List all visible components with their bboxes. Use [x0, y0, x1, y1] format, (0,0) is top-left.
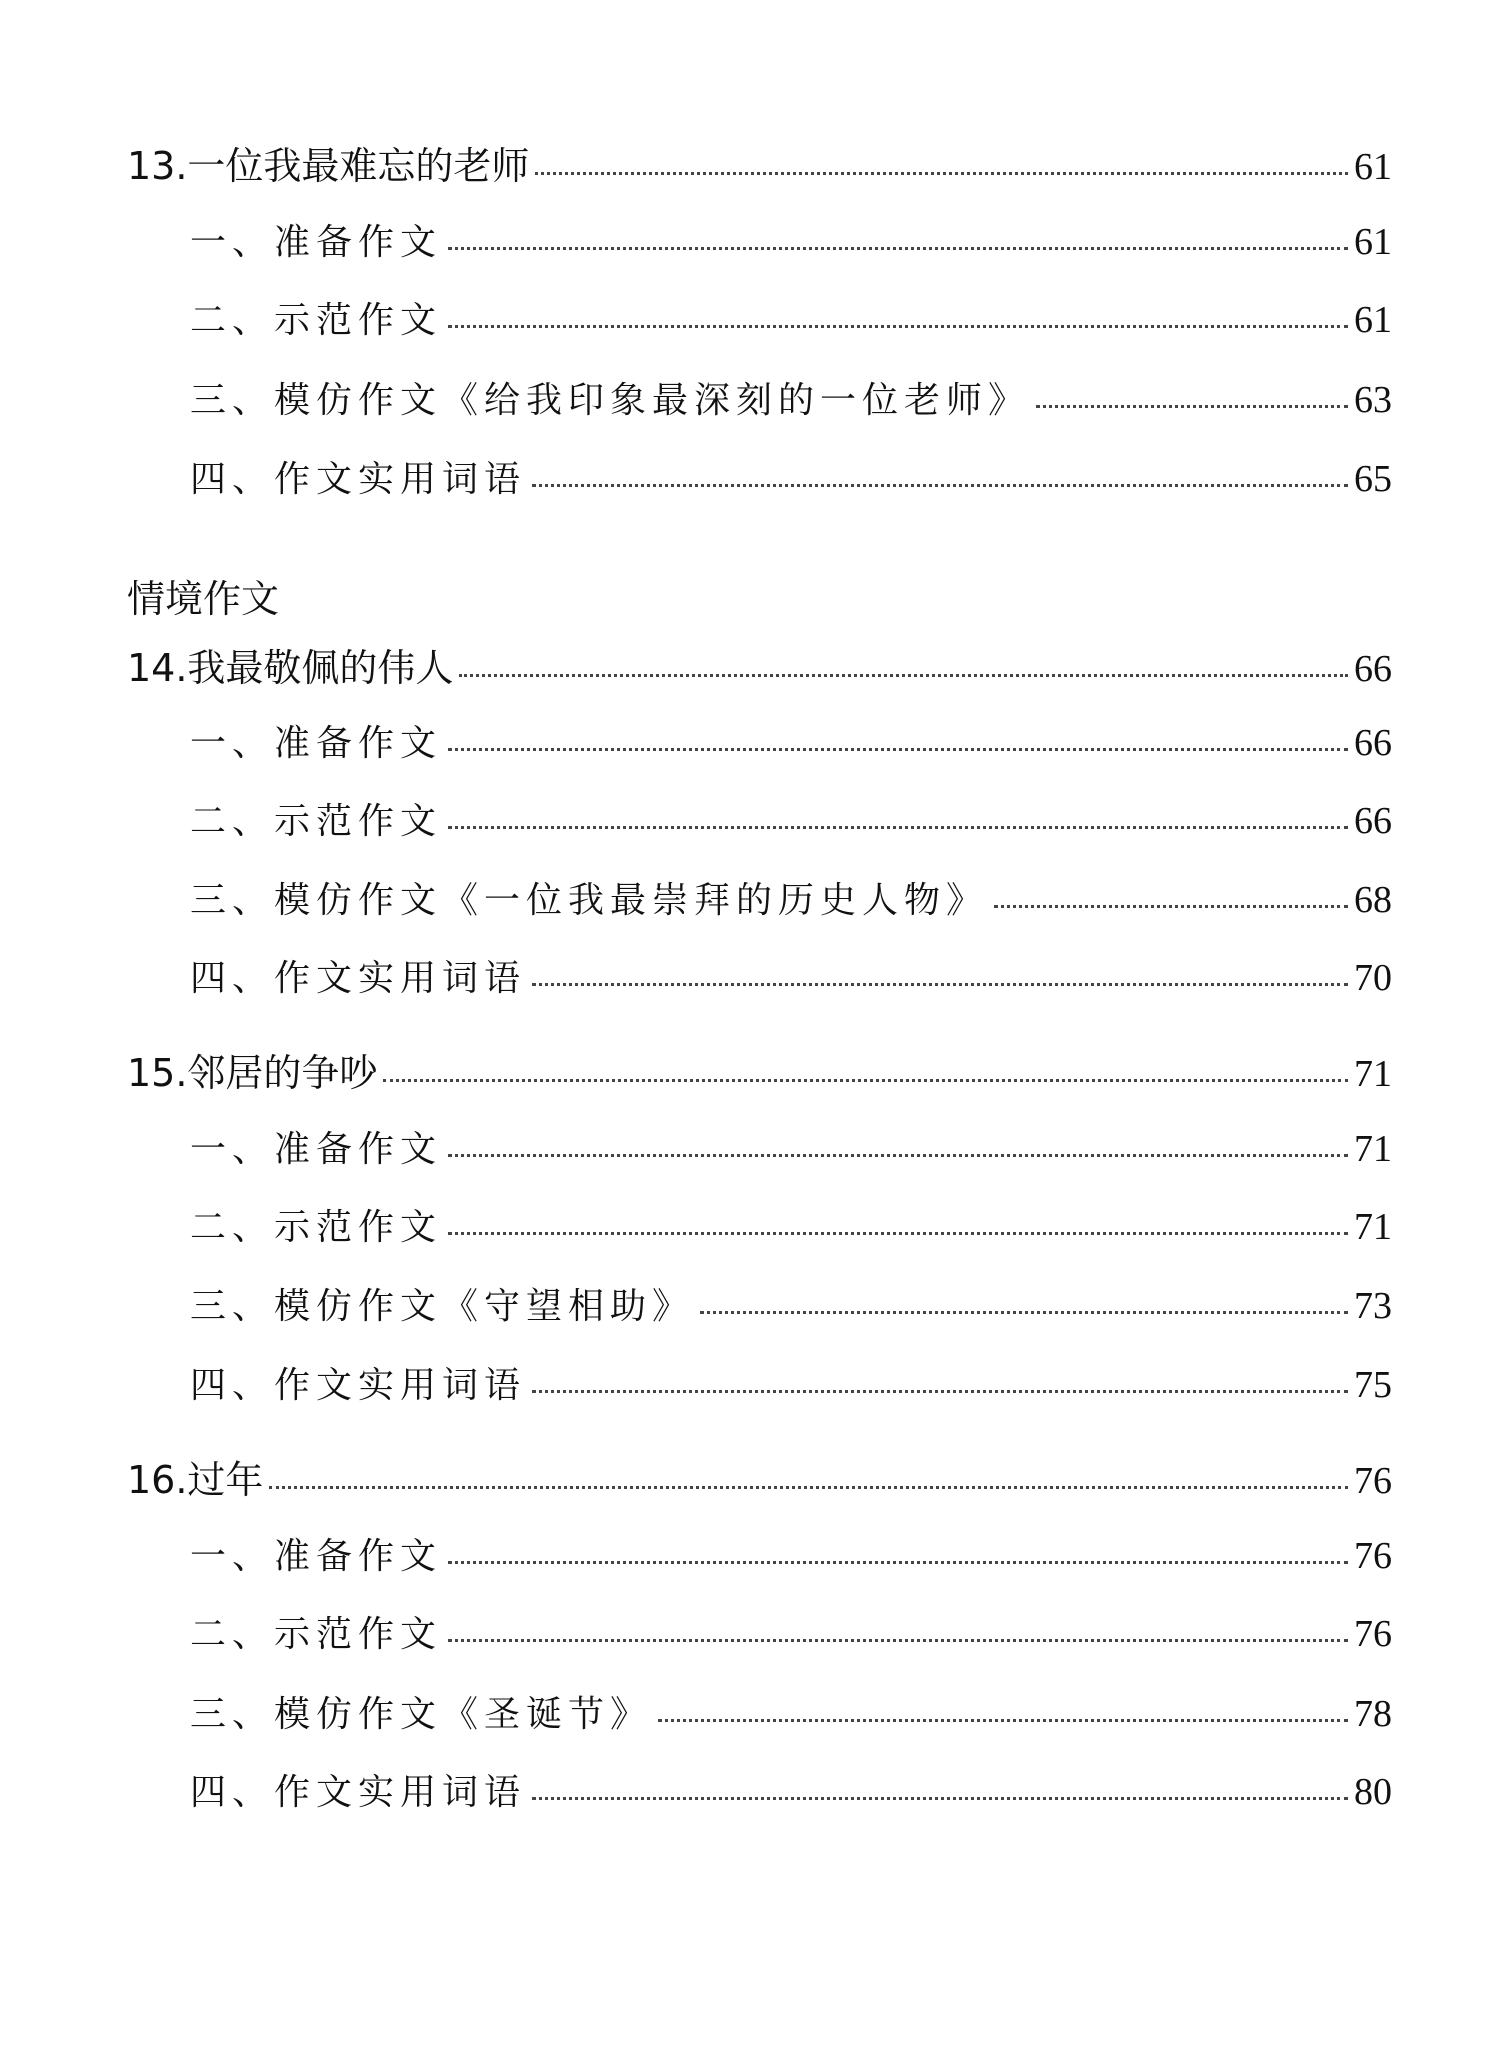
- page-number: 75: [1354, 1364, 1392, 1406]
- page-number: 76: [1354, 1535, 1392, 1577]
- toc-sub-entry[interactable]: [0, 1606, 1500, 1666]
- entry-title: 一、准备作文: [190, 222, 443, 263]
- entry-title: 四、作文实用词语: [190, 1772, 527, 1813]
- entry-title: 15.邻居的争吵: [127, 1051, 378, 1095]
- dot-leader: [532, 983, 1348, 986]
- page-number: 73: [1354, 1285, 1392, 1327]
- dot-leader: [448, 247, 1348, 250]
- page-number: 65: [1354, 458, 1392, 500]
- page-number: 76: [1354, 1460, 1392, 1502]
- page-number: 78: [1354, 1693, 1392, 1735]
- toc-chapter-entry[interactable]: [0, 1449, 1500, 1509]
- dot-leader: [448, 1154, 1348, 1157]
- toc-sub-entry[interactable]: [0, 214, 1500, 274]
- entry-title: 四、作文实用词语: [190, 1365, 527, 1406]
- toc-sub-entry[interactable]: [0, 1357, 1500, 1417]
- entry-title: 13.一位我最难忘的老师: [127, 144, 530, 188]
- entry-title: 三、模仿作文《给我印象最深刻的一位老师》: [190, 380, 1031, 421]
- dot-leader: [448, 1561, 1348, 1564]
- entry-title: 二、示范作文: [190, 1614, 443, 1655]
- toc-sub-entry[interactable]: [0, 1199, 1500, 1259]
- toc-sub-entry[interactable]: [0, 451, 1500, 511]
- page-number: 61: [1354, 299, 1392, 341]
- dot-leader: [448, 1639, 1348, 1642]
- toc-sub-entry[interactable]: [0, 793, 1500, 853]
- entry-title: 二、示范作文: [190, 1207, 443, 1248]
- page-number: 71: [1354, 1128, 1392, 1170]
- entry-title: 14.我最敬佩的伟人: [127, 646, 454, 690]
- toc-chapter-entry[interactable]: [0, 637, 1500, 697]
- dot-leader: [658, 1719, 1348, 1722]
- page-number: 80: [1354, 1771, 1392, 1813]
- entry-title: 四、作文实用词语: [190, 958, 527, 999]
- dot-leader: [448, 748, 1348, 751]
- entry-title: 一、准备作文: [190, 1536, 443, 1577]
- page-number: 61: [1354, 146, 1392, 188]
- entry-title: 三、模仿作文《圣诞节》: [190, 1694, 653, 1735]
- page-number: 71: [1354, 1053, 1392, 1095]
- dot-leader: [448, 826, 1348, 829]
- toc-chapter-entry[interactable]: [0, 1042, 1500, 1102]
- dot-leader: [269, 1486, 1348, 1489]
- dot-leader: [448, 1232, 1348, 1235]
- dot-leader: [448, 325, 1348, 328]
- toc-sub-entry[interactable]: [0, 1121, 1500, 1181]
- page-number: 61: [1354, 221, 1392, 263]
- dot-leader: [1036, 405, 1348, 408]
- section-heading: 情境作文: [127, 577, 280, 621]
- entry-title: 二、示范作文: [190, 801, 443, 842]
- entry-title: 二、示范作文: [190, 300, 443, 341]
- toc-sub-entry[interactable]: [0, 372, 1500, 432]
- toc-sub-entry[interactable]: [0, 872, 1500, 932]
- entry-title: 16.过年: [127, 1458, 264, 1502]
- page-number: 70: [1354, 957, 1392, 999]
- toc-sub-entry[interactable]: [0, 1686, 1500, 1746]
- page-number: 68: [1354, 879, 1392, 921]
- dot-leader: [459, 674, 1348, 677]
- dot-leader: [700, 1311, 1348, 1314]
- page-number: 66: [1354, 800, 1392, 842]
- page-number: 63: [1354, 379, 1392, 421]
- entry-title: 四、作文实用词语: [190, 459, 527, 500]
- entry-title: 一、准备作文: [190, 1129, 443, 1170]
- toc-sub-entry[interactable]: [0, 1764, 1500, 1824]
- entry-title: 三、模仿作文《守望相助》: [190, 1286, 695, 1327]
- dot-leader: [383, 1079, 1348, 1082]
- page-number: 66: [1354, 648, 1392, 690]
- dot-leader: [535, 172, 1348, 175]
- toc-sub-entry[interactable]: [0, 1278, 1500, 1338]
- dot-leader: [532, 1390, 1348, 1393]
- entry-title: 一、准备作文: [190, 723, 443, 764]
- toc-sub-entry[interactable]: [0, 292, 1500, 352]
- dot-leader: [994, 905, 1348, 908]
- toc-sub-entry[interactable]: [0, 1528, 1500, 1588]
- dot-leader: [532, 1797, 1348, 1800]
- page-number: 76: [1354, 1613, 1392, 1655]
- toc-sub-entry[interactable]: [0, 715, 1500, 775]
- page-number: 66: [1354, 722, 1392, 764]
- entry-title: 三、模仿作文《一位我最崇拜的历史人物》: [190, 880, 989, 921]
- dot-leader: [532, 484, 1348, 487]
- page-number: 71: [1354, 1206, 1392, 1248]
- toc-sub-entry[interactable]: [0, 950, 1500, 1010]
- toc-chapter-entry[interactable]: [0, 135, 1500, 195]
